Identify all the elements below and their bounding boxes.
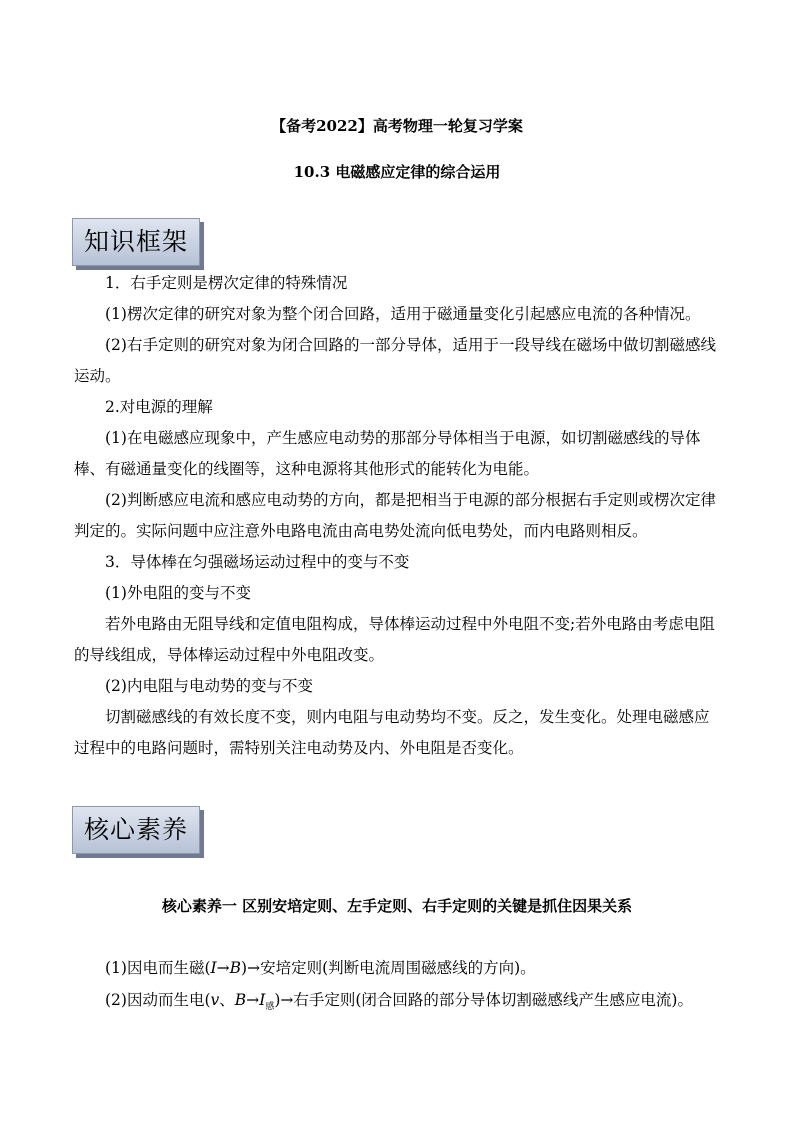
paragraph: 1．右手定则是楞次定律的特殊情况 [105, 274, 348, 292]
symbol-induced-current: I [259, 991, 266, 1009]
document-subtitle: 10.3 电磁感应定律的综合运用 [293, 163, 501, 181]
paragraph: 切割磁感线的有效长度不变，则内电阻与电动势均不变。反之，发生变化。处理电磁感应过程中的电路问题时，需特别关注电动势及内、外电阻是否变化。 [74, 708, 710, 757]
text-span: )→安培定则(判断电流周围磁感线的方向)。 [241, 959, 536, 977]
text-span: 、 [219, 991, 235, 1009]
paragraph: (1)在电磁感应现象中，产生感应电动势的那部分导体相当于电源，如切割磁感线的导体棒、有磁通量变化的线圈等，这种电源将其他形式的能转化为电能。 [74, 429, 701, 478]
symbol-subscript: 感 [265, 1002, 275, 1013]
arrow-symbol: → [246, 991, 260, 1009]
paragraph: 若外电路由无阻导线和定值电阻构成，导体棒运动过程中外电阻不变;若外电路由考虑电阻的导线组成，导体棒运动过程中外电阻改变。 [74, 615, 715, 664]
arrow-symbol: → [216, 959, 230, 977]
knowledge-framework-body [74, 268, 724, 764]
paragraph: (2)右手定则的研究对象为闭合回路的一部分导体，适用于一段导线在磁场中做切割磁感线运动。 [74, 336, 716, 385]
symbol-field: B [229, 959, 242, 977]
text-span: )→右手定则(闭合回路的部分导体切割磁感线产生感应电流)。 [274, 991, 693, 1009]
section-heading-knowledge-framework: 知识框架 [72, 218, 200, 266]
core-literacy-body [74, 952, 724, 1023]
text-span: (2)因动而生电( [105, 991, 211, 1009]
paragraph: (2)判断感应电流和感应电动势的方向，都是把相当于电源的部分根据右手定则或楞次定律判定的。实际问题中应注意外电路电流由高电势处流向低电势处，而内电路则相反。 [74, 491, 716, 540]
symbol-current: I [210, 959, 217, 977]
paragraph: (2)内电阻与电动势的变与不变 [105, 677, 313, 695]
symbol-field: B [234, 991, 247, 1009]
paragraph: 2.对电源的理解 [105, 398, 213, 416]
section-heading-core-literacy: 核心素养 [72, 806, 200, 854]
paragraph-ampere-rule [74, 952, 724, 984]
document-title: 【备考2022】高考物理一轮复习学案 [271, 117, 523, 135]
core-literacy-title: 核心素养一 区别安培定则、左手定则、右手定则的关键是抓住因果关系 [161, 897, 633, 915]
paragraph: (1)楞次定律的研究对象为整个闭合回路，适用于磁通量变化引起感应电流的各种情况。 [105, 305, 701, 323]
text-span: (1)因电而生磁( [105, 959, 211, 977]
paragraph-right-hand-rule [74, 984, 724, 1023]
symbol-velocity: v [210, 991, 220, 1009]
paragraph: (1)外电阻的变与不变 [105, 584, 251, 602]
paragraph: 3．导体棒在匀强磁场运动过程中的变与不变 [105, 553, 410, 571]
